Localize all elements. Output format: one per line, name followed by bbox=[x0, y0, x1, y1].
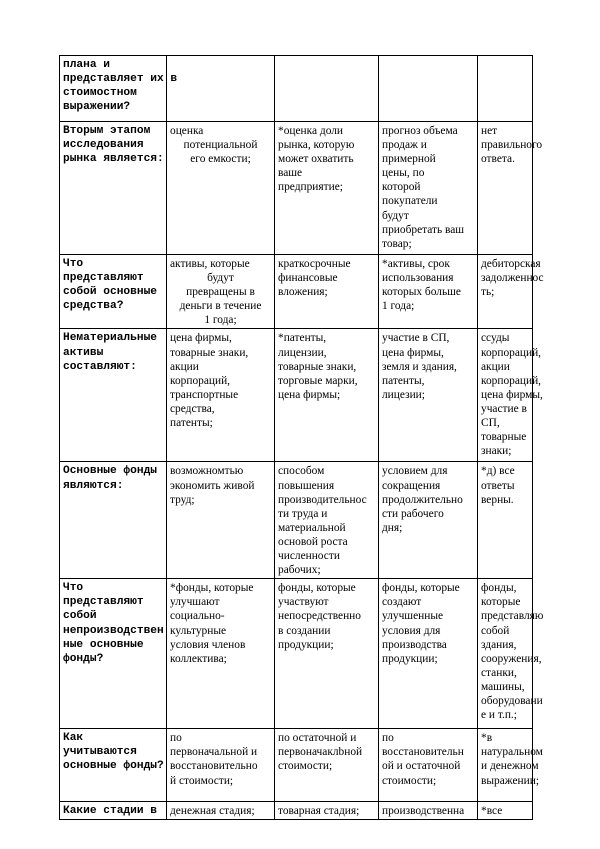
answer-line: *оценка доли bbox=[278, 125, 344, 137]
answer-cell-1 bbox=[167, 255, 275, 329]
answer-line: цена фирмы, bbox=[481, 388, 543, 401]
question-line: представляют bbox=[63, 272, 144, 285]
answer-line: продукции; bbox=[382, 652, 438, 665]
answer-cell-3 bbox=[379, 579, 478, 729]
answer-line: производства bbox=[382, 638, 447, 651]
answer-line: земля и здания, bbox=[382, 360, 457, 373]
answer-line: первоначаклbной bbox=[278, 746, 363, 759]
answer-line: средства, bbox=[170, 402, 215, 415]
answer-cell-3 bbox=[379, 122, 478, 255]
answer-line: участие в bbox=[481, 402, 527, 415]
answer-line: непосредственно bbox=[278, 610, 361, 623]
answer-line: способом bbox=[278, 465, 325, 478]
answer-line: представляю bbox=[481, 610, 544, 623]
answer-line: рабочих; bbox=[278, 564, 321, 577]
question-line: выражении? bbox=[63, 101, 131, 114]
quiz-table bbox=[59, 55, 544, 820]
answer-line: продаж и bbox=[382, 139, 427, 152]
answer-line: в создании bbox=[278, 624, 331, 637]
answer-line: предприятие; bbox=[278, 181, 343, 194]
answer-line: продукции; bbox=[278, 638, 334, 651]
question-cell bbox=[60, 329, 167, 462]
answer-line: материальной bbox=[278, 521, 346, 534]
question-line: Как bbox=[63, 732, 84, 745]
answer-cell-3 bbox=[379, 802, 478, 820]
answer-line: возможномтью bbox=[170, 465, 244, 478]
answer-line: натуральном bbox=[481, 746, 543, 759]
answer-line: станки, bbox=[481, 666, 517, 679]
answer-line: сокращения bbox=[382, 479, 441, 492]
answer-line: *фонды, которые bbox=[170, 582, 254, 595]
answer-line: СП, bbox=[481, 417, 500, 430]
answer-cell-1 bbox=[167, 802, 275, 820]
answer-line: и денежном bbox=[481, 760, 539, 773]
answer-line: покупатели bbox=[382, 195, 438, 208]
answer-line: цена фирмы, bbox=[382, 346, 444, 359]
answer-line: корпораций, bbox=[170, 374, 231, 387]
answer-line: *в bbox=[481, 732, 493, 745]
answer-line: верны. bbox=[481, 493, 514, 506]
answer-line: условием для bbox=[382, 465, 448, 478]
answer-line: ть; bbox=[481, 286, 495, 299]
table-row bbox=[60, 802, 533, 820]
answer-line: товарные bbox=[481, 431, 527, 444]
question-cell bbox=[60, 255, 167, 329]
answer-line: торговые марки, bbox=[278, 374, 358, 387]
answer-line: цены, по bbox=[382, 167, 425, 180]
answer-cell-2 bbox=[275, 122, 379, 255]
answer-line: выражении; bbox=[481, 774, 540, 787]
answer-line: восстановительн bbox=[382, 746, 464, 759]
question-line: непроизводствен bbox=[63, 624, 164, 637]
answer-line: цена фирмы; bbox=[278, 388, 341, 401]
answer-line: социально- bbox=[170, 610, 225, 623]
question-line: Основные фонды bbox=[63, 465, 157, 478]
answer-line: ти труда и bbox=[278, 507, 328, 520]
answer-line: знаки; bbox=[481, 445, 512, 458]
table-row bbox=[60, 122, 533, 255]
question-line: Что bbox=[63, 582, 84, 595]
question-line: исследования bbox=[63, 139, 144, 152]
table-row bbox=[60, 729, 533, 802]
answer-cell-2 bbox=[275, 579, 379, 729]
answer-line: труд; bbox=[170, 493, 195, 506]
question-line: Нематериальные bbox=[63, 332, 157, 345]
table-row bbox=[60, 579, 533, 729]
answer-line: дня; bbox=[382, 521, 403, 534]
answer-cell-4 bbox=[478, 802, 533, 820]
answer-line: которые bbox=[481, 596, 521, 609]
answer-line: примерной bbox=[382, 153, 436, 166]
question-cell bbox=[60, 122, 167, 255]
question-line: ные основные bbox=[63, 638, 144, 651]
answer-cell-3 bbox=[379, 255, 478, 329]
answer-line: которой bbox=[382, 181, 421, 194]
question-line: Что bbox=[63, 258, 84, 270]
answer-cell-3 bbox=[379, 329, 478, 462]
answer-line: будут bbox=[207, 272, 234, 285]
answer-line: *активы, срок bbox=[382, 258, 450, 270]
question-line: рынка является: bbox=[63, 153, 164, 166]
answer-line: 1 года; bbox=[382, 300, 415, 313]
answer-line: транспортные bbox=[170, 388, 239, 401]
answer-line: оборудовани bbox=[481, 694, 543, 707]
answer-line: повышения bbox=[278, 479, 335, 492]
question-cell bbox=[60, 462, 167, 579]
answer-line: производительнос bbox=[278, 493, 367, 506]
answer-line: товар; bbox=[382, 237, 412, 250]
answer-line: 1 года; bbox=[204, 314, 237, 327]
question-line: составляют: bbox=[63, 360, 137, 373]
answer-line: по bbox=[170, 732, 182, 745]
question-cell bbox=[60, 56, 178, 122]
answer-line: акции bbox=[481, 360, 510, 373]
answer-line: производственна bbox=[382, 805, 465, 818]
answer-line: условия членов bbox=[170, 638, 246, 651]
answer-line: участие в СП, bbox=[382, 332, 450, 345]
answer-cell-1 bbox=[167, 579, 275, 729]
answer-line: фонды, bbox=[481, 582, 517, 595]
answer-cell-4 bbox=[478, 56, 533, 122]
answer-line: денежная стадия; bbox=[170, 805, 255, 818]
answer-line: патенты, bbox=[382, 374, 425, 387]
answer-cell-1 bbox=[167, 329, 275, 462]
answer-line: создают bbox=[382, 596, 422, 609]
answer-line: задолженнос bbox=[481, 272, 544, 285]
answer-line: оценка bbox=[170, 125, 204, 137]
answer-line: *все bbox=[481, 805, 503, 818]
question-line: фонды? bbox=[63, 652, 104, 665]
answer-cell-2 bbox=[275, 462, 379, 579]
answer-line: ответа. bbox=[481, 153, 515, 166]
answer-line: вложения; bbox=[278, 286, 328, 299]
question-line: представляет их в bbox=[63, 73, 178, 86]
answer-cell-4 bbox=[478, 255, 544, 329]
answer-cell-1 bbox=[167, 56, 275, 122]
question-line: представляют bbox=[63, 596, 144, 609]
answer-line: культурные bbox=[170, 624, 227, 637]
question-line: стоимостном bbox=[63, 87, 137, 100]
answer-line: товарные знаки, bbox=[170, 346, 249, 359]
answer-line: деньги в течение bbox=[179, 300, 262, 313]
answer-line: ой и остаточной bbox=[382, 760, 461, 773]
answer-line: рынка, которую bbox=[278, 139, 355, 152]
answer-line: ссуды bbox=[481, 332, 510, 345]
answer-line: продолжительно bbox=[382, 493, 463, 506]
answer-line: правильного bbox=[481, 139, 543, 152]
answer-cell-1 bbox=[167, 729, 275, 802]
answer-line: машины, bbox=[481, 680, 525, 693]
answer-line: может охватить bbox=[278, 153, 354, 166]
answer-line: первоначальной и bbox=[170, 746, 258, 759]
question-line: основные фонды? bbox=[63, 760, 164, 773]
question-line: учитываются bbox=[63, 746, 137, 759]
answer-cell-4 bbox=[478, 329, 543, 462]
answer-line: по остаточной и bbox=[278, 732, 357, 745]
answer-cell-4 bbox=[478, 462, 533, 579]
table-row bbox=[60, 462, 533, 579]
answer-line: дебиторская bbox=[481, 258, 541, 270]
answer-line: е и т.п.; bbox=[481, 709, 517, 722]
answer-line: патенты; bbox=[170, 417, 213, 430]
answer-line: лицезии; bbox=[382, 388, 425, 401]
table-row bbox=[60, 56, 533, 122]
answer-cell-2 bbox=[275, 729, 379, 802]
answer-line: корпораций, bbox=[481, 346, 542, 359]
answer-line: финансовые bbox=[278, 272, 338, 285]
answer-line: краткосрочные bbox=[278, 258, 351, 270]
answer-line: основой роста bbox=[278, 535, 348, 548]
answer-line: нет bbox=[481, 125, 498, 137]
question-cell bbox=[60, 579, 167, 729]
answer-line: сти рабочего bbox=[382, 507, 444, 520]
answer-line: численности bbox=[278, 550, 340, 563]
answer-line: восстановительно bbox=[170, 760, 258, 773]
question-line: собой основные bbox=[63, 286, 157, 299]
answer-line: по bbox=[382, 732, 394, 745]
answer-line: фонды, которые bbox=[382, 582, 460, 595]
answer-line: й стоимости; bbox=[170, 774, 234, 787]
answer-line: стоимости; bbox=[278, 760, 333, 773]
answer-cell-1 bbox=[167, 462, 275, 579]
answer-line: товарные знаки, bbox=[278, 360, 357, 373]
answer-line: превращены в bbox=[186, 286, 255, 299]
answer-line: потенциальной bbox=[183, 139, 258, 152]
answer-cell-2 bbox=[275, 56, 379, 122]
answer-cell-2 bbox=[275, 802, 379, 820]
question-line: Вторым этапом bbox=[63, 125, 151, 137]
answer-line: *д) все bbox=[481, 465, 515, 478]
answer-line: участвуют bbox=[278, 596, 329, 609]
answer-line: прогноз объема bbox=[382, 125, 458, 137]
table-row bbox=[60, 329, 533, 462]
answer-line: активы, которые bbox=[170, 258, 250, 270]
answer-cell-4 bbox=[478, 122, 543, 255]
answer-line: цена фирмы, bbox=[170, 332, 232, 345]
answer-cell-2 bbox=[275, 329, 379, 462]
answer-line: будут bbox=[382, 209, 409, 222]
answer-cell-3 bbox=[379, 729, 478, 802]
answer-cell-3 bbox=[379, 56, 478, 122]
answer-line: фонды, которые bbox=[278, 582, 356, 595]
answer-cell-4 bbox=[478, 579, 544, 729]
answer-cell-1 bbox=[167, 122, 275, 255]
answer-line: лицензии, bbox=[278, 346, 327, 359]
answer-line: сооружения, bbox=[481, 652, 542, 665]
table-row bbox=[60, 255, 533, 329]
answer-line: здания, bbox=[481, 638, 517, 651]
answer-line: ваше bbox=[278, 167, 303, 180]
answer-line: улучшают bbox=[170, 596, 220, 609]
answer-line: приобретать ваш bbox=[382, 223, 465, 236]
question-line: Какие стадии в bbox=[63, 805, 157, 818]
question-line: собой bbox=[63, 610, 97, 623]
answer-cell-3 bbox=[379, 462, 478, 579]
question-line: средства? bbox=[63, 300, 124, 313]
question-cell bbox=[60, 729, 167, 802]
question-line: плана и bbox=[63, 59, 110, 71]
answer-line: которых больше bbox=[382, 286, 461, 299]
answer-line: его емкости; bbox=[190, 153, 251, 166]
question-line: активы bbox=[63, 346, 104, 359]
answer-line: коллектива; bbox=[170, 652, 227, 665]
answer-line: стоимости; bbox=[382, 774, 437, 787]
question-cell bbox=[60, 802, 167, 820]
answer-line: *патенты, bbox=[278, 332, 327, 345]
answer-line: ответы bbox=[481, 479, 515, 492]
answer-line: собой bbox=[481, 624, 510, 637]
answer-cell-4 bbox=[478, 729, 543, 802]
answer-line: использования bbox=[382, 272, 454, 285]
question-line: являются: bbox=[63, 479, 124, 492]
answer-line: корпораций, bbox=[481, 374, 542, 387]
answer-cell-2 bbox=[275, 255, 379, 329]
answer-line: улучшенные bbox=[382, 610, 444, 623]
answer-line: условия для bbox=[382, 624, 441, 637]
answer-line: экономить живой bbox=[170, 479, 255, 492]
answer-line: акции bbox=[170, 360, 199, 373]
answer-line: товарная стадия; bbox=[278, 805, 360, 818]
